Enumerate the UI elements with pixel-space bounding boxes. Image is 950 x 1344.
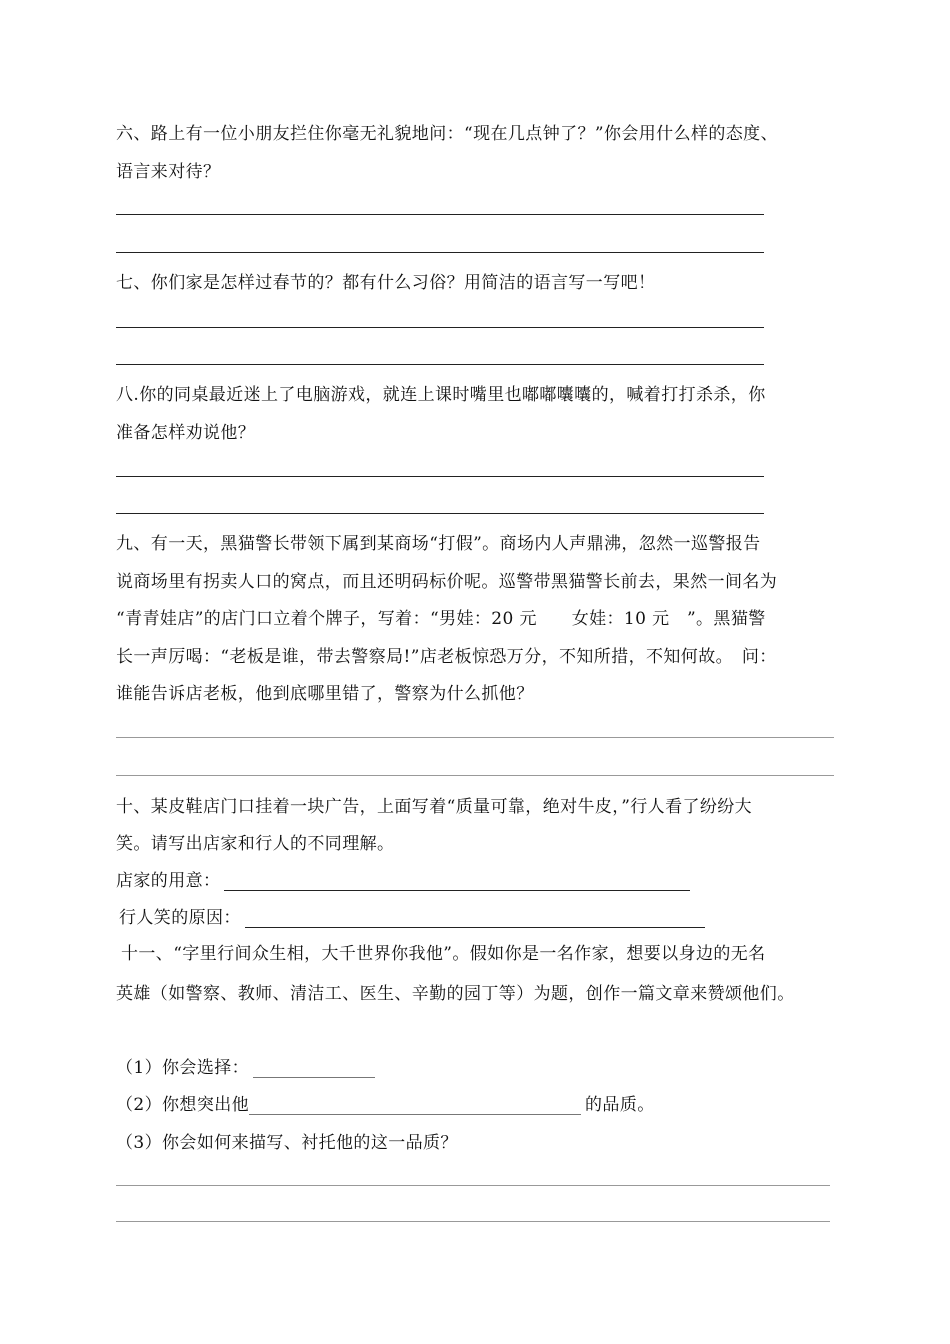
q7-line-1: 七、你们家是怎样过春节的？都有什么习俗？用简洁的语言写一写吧！ (116, 273, 656, 293)
q9-line-2: 说商场里有拐卖人口的窝点，而且还明码标价呢。巡警带黑猫警长前去，果然一间名为 (116, 572, 778, 592)
q10-shop-answer-blank[interactable] (224, 874, 690, 891)
q9-line-1: 九、有一天，黑猫警长带领下属到某商场“打假”。商场内人声鼎沸，忽然一巡警报告 (116, 534, 761, 554)
q10-shop-label: 店家的用意： (116, 871, 221, 891)
q11-line-2: 英雄（如警察、教师、清洁工、医生、辛勤的园丁等）为题，创作一篇文章来赞颂他们。 (116, 984, 795, 1004)
q11-answer-line-1[interactable] (116, 1185, 830, 1186)
q8-answer-line-2[interactable] (116, 513, 764, 514)
q7-answer-line-1[interactable] (116, 327, 764, 328)
q10-line-2: 笑。请写出店家和行人的不同理解。 (116, 834, 395, 854)
q9-line-4: 长一声厉喝：“老板是谁，带去警察局!”店老板惊恐万分，不知所措，不知何故。 问： (116, 647, 777, 667)
q11-choice-blank[interactable] (253, 1061, 375, 1078)
q9-line-3: “青青娃店”的店门口立着个牌子，写着：“男娃：20 元 女娃：10 元 ”。黑猫警 (116, 609, 766, 629)
q8-line-2: 准备怎样劝说他？ (116, 423, 256, 443)
q11-sub-2-suffix: 的品质。 (585, 1095, 655, 1115)
q6-line-2: 语言来对待？ (116, 162, 221, 182)
q11-quality-blank[interactable] (249, 1098, 581, 1115)
q10-shop-row (116, 871, 690, 891)
q8-answer-line-1[interactable] (116, 476, 764, 477)
q10-walker-row (119, 908, 705, 928)
q11-sub-1-row (116, 1058, 375, 1078)
q11-sub-1-label: （1）你会选择： (116, 1058, 250, 1078)
q9-answer-line-2[interactable] (116, 775, 834, 776)
q10-line-1: 十、某皮鞋店门口挂着一块广告，上面写着“质量可靠，绝对牛皮，”行人看了纷纷大 (116, 797, 753, 817)
q6-line-1: 六、路上有一位小朋友拦住你毫无礼貌地问：“现在几点钟了？”你会用什么样的态度、 (116, 124, 778, 144)
q8-line-1: 八.你的同桌最近迷上了电脑游戏，就连上课时嘴里也嘟嘟囔囔的，喊着打打杀杀，你 (116, 385, 766, 405)
q11-answer-line-2[interactable] (116, 1221, 830, 1222)
q11-sub-2-prefix: （2）你想突出他 (116, 1095, 250, 1115)
q11-line-1: 十一、“字里行间众生相，大千世界你我他”。假如你是一名作家，想要以身边的无名 (121, 944, 766, 964)
q7-answer-line-2[interactable] (116, 364, 764, 365)
q11-sub-2-row (116, 1095, 655, 1115)
q6-answer-line-2[interactable] (116, 252, 764, 253)
q10-walker-answer-blank[interactable] (245, 911, 705, 928)
q10-walker-label: 行人笑的原因： (119, 908, 241, 928)
q6-answer-line-1[interactable] (116, 214, 764, 215)
q9-line-5: 谁能告诉店老板，他到底哪里错了，警察为什么抓他？ (116, 684, 534, 704)
q9-answer-line-1[interactable] (116, 737, 834, 738)
q11-sub-3: （3）你会如何来描写、衬托他的这一品质？ (116, 1133, 458, 1153)
